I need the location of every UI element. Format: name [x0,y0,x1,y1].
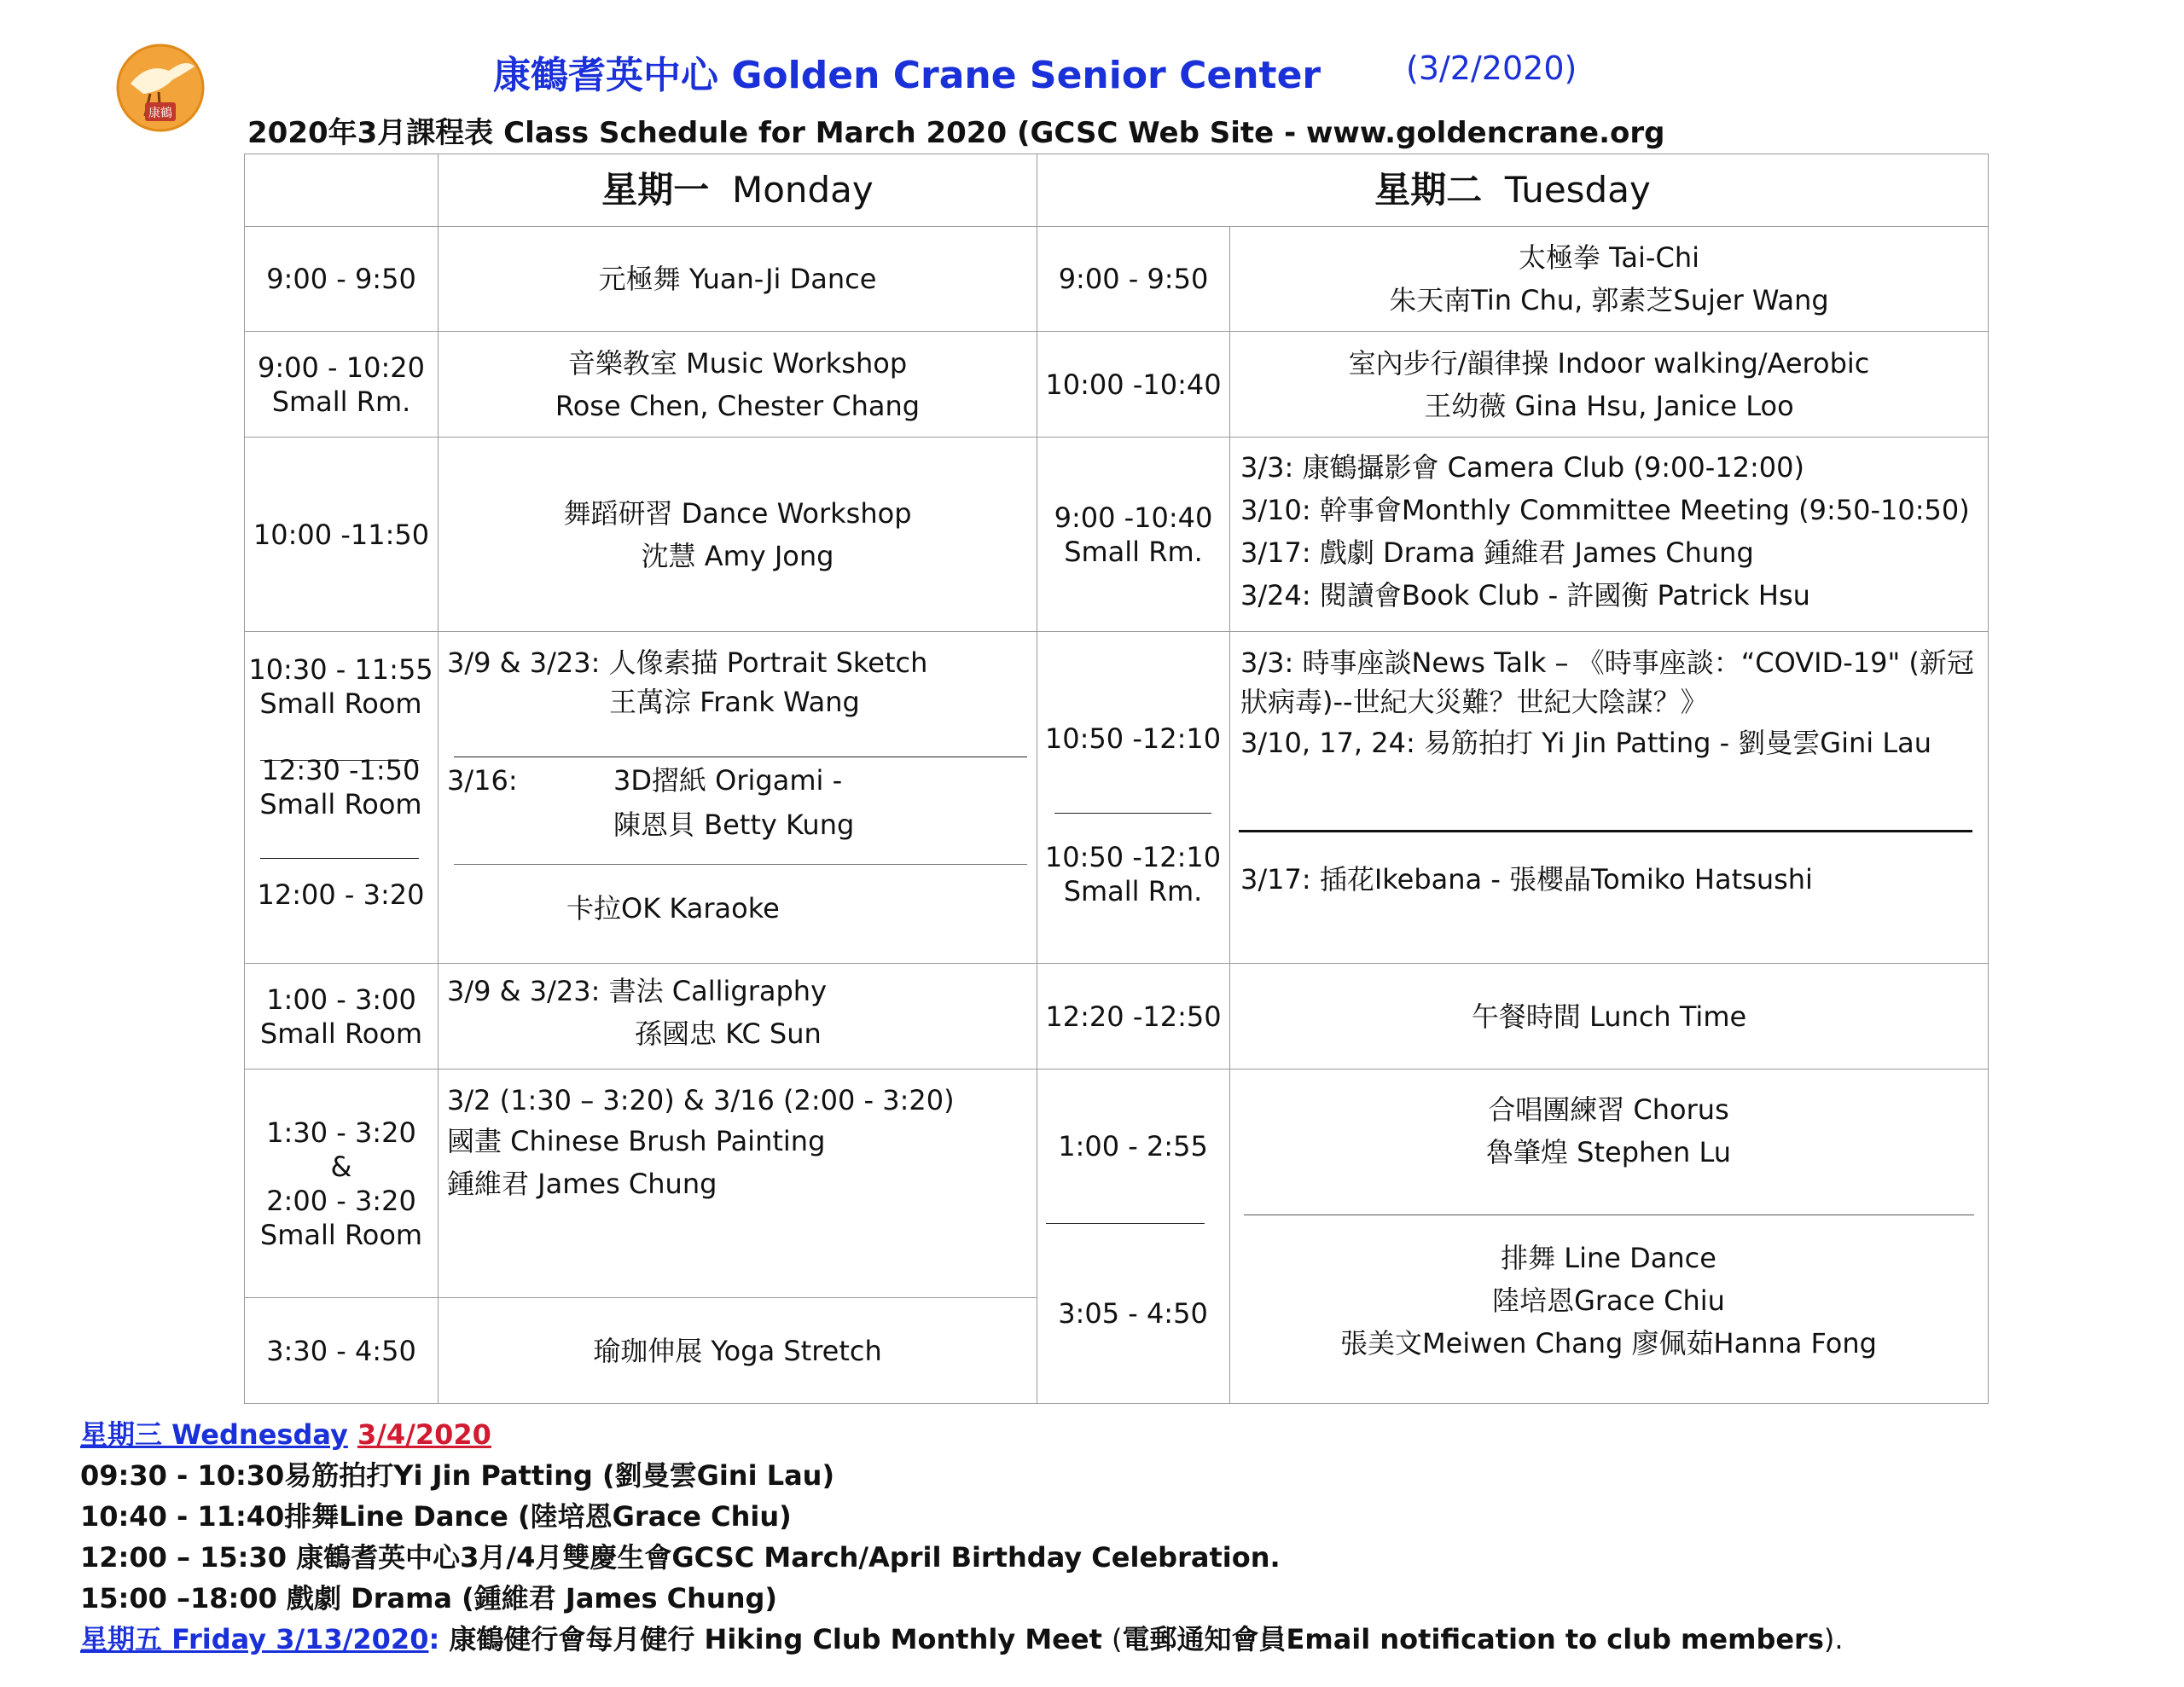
tuesday-header [1037,154,1989,227]
divider [1046,1223,1205,1224]
tue-r4-time-b: 10:50 -12:10 Small Rm. [1044,841,1222,907]
divider [454,864,1027,865]
tuesday-header-cn: 星期二 [1374,169,1483,211]
divider [1054,813,1211,814]
page-subtitle: 2020年3月課程表 Class Schedule for March 2020 (GCSC Web Site - www.goldencrane.org [247,116,1665,150]
mon-r5-class [438,963,1037,1070]
mon-r4-portrait-sketch: 3/9 & 3/23: 人像素描 Portrait Sketch [447,646,928,679]
monday-header [438,154,1037,227]
wednesday-item: 10:40 - 11:40排舞Line Dance (陸培恩Grace Chiu) [80,1500,792,1533]
monday-header-en: Monday [731,169,874,211]
mon-r2-class: 音樂教室 Music Workshop Rose Chen, Chester Chang [438,331,1037,438]
tue-r3-event: 3/3: 康鶴攝影會 Camera Club (9:00-12:00) [1240,451,1804,484]
friday-paren-close: ). [1823,1623,1844,1655]
tue-r3-events [1229,437,1989,632]
friday-paren-open: ( [1112,1623,1123,1655]
tue-r4-news-talk: 3/3: 時事座談News Talk – 《時事座談：“COVID-19" (新冠 [1240,646,1974,679]
tue-r4-news-talk-cont: 狀病毒)--世紀大災難？世紀大陰謀？》 [1240,686,1708,718]
mon-r5-time: 1:00 - 3:00 Small Room [244,963,439,1070]
tue-r4-yi-jin: 3/10, 17, 24: 易筋拍打 Yi Jin Patting - 劉曼雲Gini Lau [1240,727,1932,759]
mon-r7-time: 3:30 - 4:50 [244,1297,439,1404]
friday-text: 康鶴健行會每月健行 Hiking Club Monthly Meet [439,1623,1112,1655]
mon-r2-time: 9:00 - 10:20 Small Rm. [244,331,439,438]
tue-r4-time-a: 10:50 -12:10 [1044,722,1222,755]
tue-r2-class: 室內步行/韻律操 Indoor walking/Aerobic 王幼薇 Gina Hsu, Janice Loo [1229,331,1989,438]
mon-r4-origami-date: 3/16: [447,764,518,797]
wednesday-item: 09:30 - 10:30易筋拍打Yi Jin Patting (劉曼雲Gini Lau) [80,1459,835,1492]
mon-r4-time-a: 10:30 - 11:55 Small Room [248,653,433,720]
mon-r4-time-c: 12:00 - 3:20 [257,878,425,911]
mon-r3-class: 舞蹈研習 Dance Workshop 沈慧 Amy Jong [438,437,1037,632]
page-title: 康鶴耆英中心 Golden Crane Senior Center [493,54,1321,97]
tue-r5-time: 12:20 -12:50 [1037,963,1230,1070]
friday-line [80,1619,1844,1660]
tue-r4-ikebana: 3/17: 插花Ikebana - 張櫻晶Tomiko Hatsushi [1240,863,1813,896]
tue-r4-times [1037,631,1230,964]
friday-link[interactable]: 星期五 Friday 3/13/2020 [80,1623,429,1655]
mon-r4-portrait-teacher: 王萬淙 Frank Wang [609,686,860,718]
mon-r4-origami: 3D摺紙 Origami - [613,764,843,797]
mon-r4-origami-teacher: 陳恩貝 Betty Kung [613,809,855,841]
tue-r1-class: 太極拳 Tai-Chi 朱天南Tin Chu, 郭素芝Sujer Wang [1229,226,1989,332]
mon-r5-teacher: 孫國忠 KC Sun [635,1017,822,1050]
header-blank-cell [244,154,439,227]
mon-r6-dates: 3/2 (1:30 – 3:20) & 3/16 (2:00 - 3:20) [447,1084,955,1116]
tue-r6-time-a: 1:00 - 2:55 [1058,1130,1208,1162]
tue-r6-line-dance: 排舞 Line Dance 陸培恩Grace Chiu 張美文Meiwen Chang 廖佩茹Hanna Fong [1340,1242,1877,1359]
mon-r6-time: 1:30 - 3:20 & 2:00 - 3:20 Small Room [244,1069,439,1298]
mon-r4-classes [438,631,1037,964]
mon-r4-times [244,631,439,964]
tue-r3-event: 3/24: 閱讀會Book Club - 許國衡 Patrick Hsu [1240,579,1810,612]
additional-notes [80,1414,1844,1660]
mon-r4-karaoke: 卡拉OK Karaoke [566,892,780,925]
schedule-table [244,154,1989,1404]
mon-r6-teacher: 鍾維君 James Chung [447,1168,717,1200]
tue-r6-times [1037,1069,1230,1404]
wednesday-item: 12:00 – 15:30 康鶴耆英中心3月/4月雙慶生會GCSC March/April Birthday Celebration. [80,1541,1281,1574]
divider [1239,830,1972,832]
friday-colon: : [428,1623,440,1655]
monday-header-cn: 星期一 [601,169,710,211]
tue-r3-time: 9:00 -10:40 Small Rm. [1037,437,1230,632]
tue-r1-time: 9:00 - 9:50 [1037,226,1230,332]
wednesday-link[interactable]: 星期三 Wednesday [80,1418,348,1451]
tuesday-header-en: Tuesday [1504,169,1651,211]
tue-r6-chorus: 合唱團練習 Chorus 魯肇煌 Stephen Lu [1485,1093,1731,1168]
tue-r3-event: 3/17: 戲劇 Drama 鍾維君 James Chung [1240,536,1754,569]
wednesday-item: 15:00 –18:00 戲劇 Drama (鍾維君 James Chung) [80,1582,778,1615]
tue-r6-time-b: 3:05 - 4:50 [1058,1297,1208,1330]
tue-r5-class: 午餐時間 Lunch Time [1229,963,1989,1070]
mon-r5-calligraphy: 3/9 & 3/23: 書法 Calligraphy [447,975,828,1007]
wednesday-date[interactable]: 3/4/2020 [357,1418,491,1451]
mon-r4-time-b: 12:30 -1:50 Small Room [259,754,422,820]
tue-r6-classes [1229,1069,1989,1404]
mon-r1-class: 元極舞 Yuan-Ji Dance [438,226,1037,332]
wednesday-heading [80,1414,1844,1455]
friday-email-note: 電郵通知會員Email notification to club members [1122,1623,1824,1655]
logo-text: 康鶴 [148,107,172,120]
mon-r6-brush-painting: 國畫 Chinese Brush Painting [447,1125,826,1157]
tue-r4-events [1229,631,1989,964]
divider [260,858,419,859]
mon-r6-class [438,1069,1037,1298]
mon-r7-class: 瑜珈伸展 Yoga Stretch [438,1297,1037,1404]
schedule-date: (3/2/2020) [1406,49,1577,87]
mon-r1-time: 9:00 - 9:50 [244,226,439,332]
tue-r2-time: 10:00 -10:40 [1037,331,1230,438]
tue-r3-event: 3/10: 幹事會Monthly Committee Meeting (9:50-10:50) [1240,494,1970,526]
mon-r3-time: 10:00 -11:50 [244,437,439,632]
